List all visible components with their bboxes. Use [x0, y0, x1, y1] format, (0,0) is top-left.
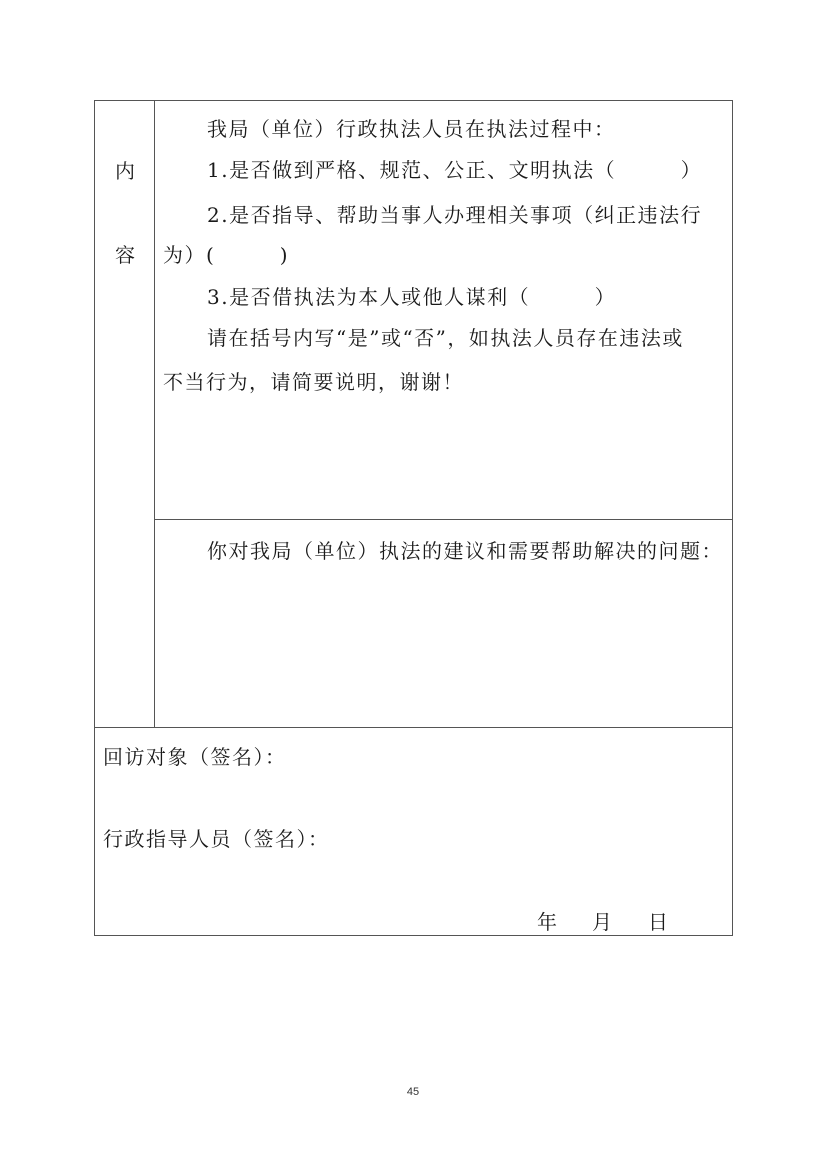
- content-label-char-1: 内: [115, 159, 135, 183]
- date-month-label: 月: [592, 910, 614, 934]
- visitee-signature-label: 回访对象（签名）：: [103, 745, 287, 769]
- content-label-column: [95, 101, 155, 727]
- guidance-staff-signature-label: 行政指导人员（签名）：: [103, 827, 330, 851]
- question-2-line-1: 2.是否指导、帮助当事人办理相关事项（纠正违法行: [207, 203, 703, 227]
- question-1: 1.是否做到严格、规范、公正、文明执法（ ）: [207, 158, 703, 182]
- question-3: 3.是否借执法为本人或他人谋利（ ）: [207, 285, 617, 309]
- signature-section[interactable]: [95, 727, 732, 935]
- intro-text: 我局（单位）行政执法人员在执法过程中：: [207, 117, 616, 141]
- suggestions-prompt: 你对我局（单位）执法的建议和需要帮助解决的问题：: [207, 539, 723, 563]
- date-year-label: 年: [537, 910, 559, 934]
- page-number: 45: [406, 1086, 420, 1098]
- question-2-line-2: 为）( ): [163, 243, 290, 267]
- conduct-questions-section[interactable]: [155, 101, 732, 520]
- content-label-char-2: 容: [115, 243, 135, 267]
- suggestions-section[interactable]: [155, 520, 732, 727]
- feedback-form-table: [94, 100, 733, 936]
- date-day-label: 日: [648, 910, 670, 934]
- instruction-line-1: 请在括号内写“是”或“否”，如执法人员存在违法或: [207, 326, 684, 350]
- instruction-line-2: 不当行为，请简要说明，谢谢！: [163, 370, 464, 394]
